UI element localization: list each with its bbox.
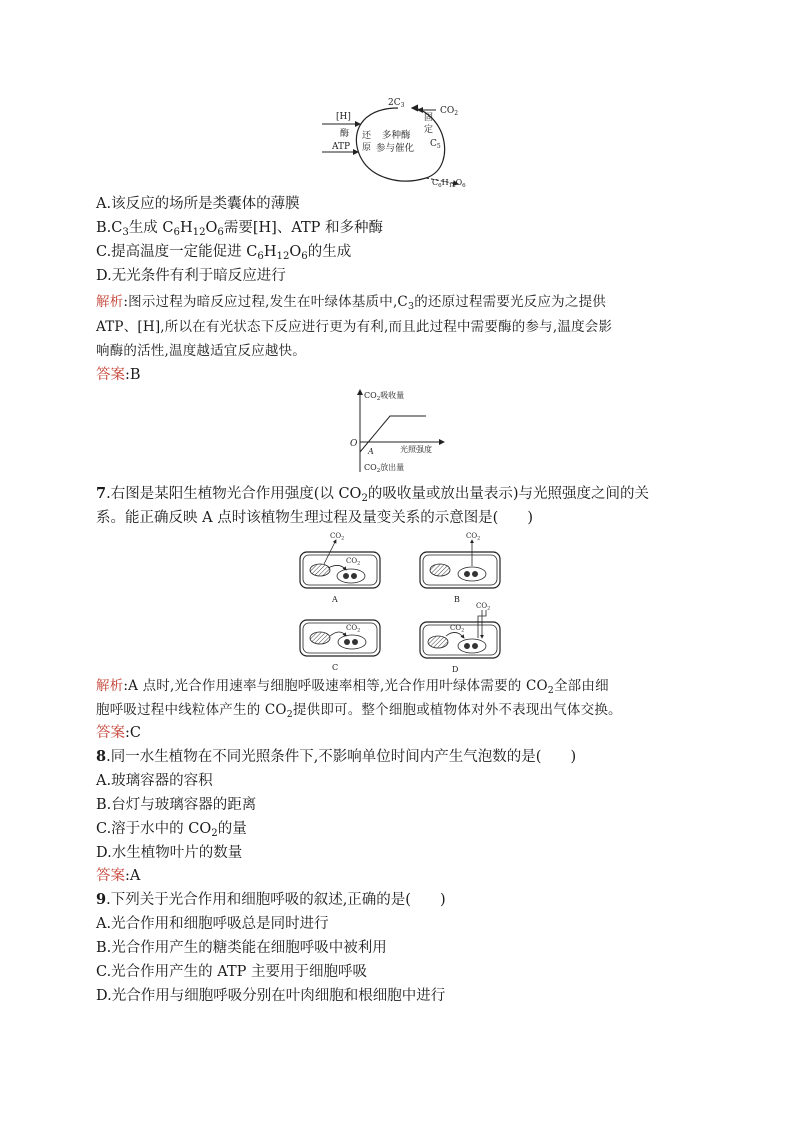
origin-label: O: [350, 439, 358, 449]
co2-label: $CO_2$: [440, 106, 459, 117]
co2-light-graph: [346, 386, 450, 476]
y-label: $CO_2$吸收量: [364, 391, 405, 402]
q8-option-d: D.水生植物叶片的数量: [96, 845, 243, 861]
cell-a-label: A: [332, 595, 338, 604]
q8-option-c: C.溶于水中的 $CO_2$的量: [96, 821, 247, 839]
q9-option-a: A.光合作用和细胞呼吸总是同时进行: [96, 916, 329, 932]
cell-a-diagram: [300, 532, 380, 604]
q9-stem: 9.下列关于光合作用和细胞呼吸的叙述,正确的是( ): [96, 891, 446, 908]
c5-label: $C_5$: [430, 139, 441, 150]
cell-c-diagram: [300, 620, 380, 672]
svg-text:CO2: $CO_2$: [330, 532, 345, 542]
svg-text:CO2: $CO_2$: [450, 624, 465, 634]
q7-explanation-line-1: 解析:A 点时,光合作用速率与细胞呼吸速率相等,光合作用叶绿体需要的 $CO_2$全部由细: [96, 678, 609, 696]
cell-c-label: C: [332, 663, 339, 672]
q9-option-d: D.光合作用与细胞呼吸分别在叶肉细胞和根细胞中进行: [96, 988, 446, 1004]
fix-label-1: 固: [424, 113, 434, 123]
q9-option-b: B.光合作用产生的糖类能在细胞呼吸中被利用: [96, 940, 387, 956]
h-label: [H]: [336, 112, 351, 122]
answer-label: 答案: [96, 868, 125, 884]
q7-stem-line-1: 7.右图是某阳生植物光合作用强度(以 $CO_2$的吸收量或放出量表示)与光照强度之间的关: [96, 485, 650, 504]
q6-explanation-line-2: ATP、[H],所以在有光状态下反应进行更为有利,而且此过程中需要酶的参与,温度会影: [96, 319, 613, 335]
center-label-1: 多种酶: [382, 130, 411, 141]
q6-explanation-line-3: 响酶的活性,温度越适宜反应越快。: [96, 343, 306, 359]
cell-d-diagram: [420, 602, 500, 674]
q6-option-d: D.无光条件有利于暗反应进行: [96, 268, 286, 284]
x-label: 光照强度: [400, 445, 432, 454]
cell-diagrams: [296, 530, 512, 676]
q8-option-b: B.台灯与玻璃容器的距离: [96, 797, 257, 813]
answer-label: 答案: [96, 725, 125, 741]
explanation-label: 解析: [96, 678, 124, 694]
negative-label: $CO_2$放出量: [364, 463, 405, 474]
q8-stem: 8.同一水生植物在不同光照条件下,不影响单位时间内产生气泡数的是( ): [96, 748, 577, 765]
center-label-2: 参与催化: [376, 143, 415, 154]
point-a-label: A: [368, 447, 374, 456]
c3-label: $2C_3$: [388, 98, 405, 109]
q8-option-a: A.玻璃容器的容积: [96, 773, 213, 789]
fix-label-2: 定: [424, 125, 434, 135]
cell-b-diagram: [420, 532, 500, 604]
svg-text:CO2: $CO_2$: [476, 602, 491, 612]
q7-stem-line-2: 系。能正确反映 A 点时该植物生理过程及量变关系的示意图是( ): [96, 510, 534, 526]
q6-option-b: $B.C_3$生成 $C_6H_{12}O_6$需要[H]、ATP 和多种酶: [96, 220, 384, 238]
atp-label: ATP: [332, 142, 351, 152]
q6-option-c: C.提高温度一定能促进 $C_6H_{12}O_6$的生成: [96, 244, 352, 262]
q7-answer: 答案:C: [96, 725, 141, 741]
glucose-label: $C_6H_{12}O_6$: [432, 178, 466, 189]
reduce-label-1: 还: [362, 131, 372, 141]
svg-text:CO2: $CO_2$: [346, 557, 361, 567]
cell-b-label: B: [454, 595, 460, 604]
q6-answer: 答案:B: [96, 367, 141, 383]
q8-answer: 答案:A: [96, 868, 141, 884]
q7-explanation-line-2: 胞呼吸过程中线粒体产生的 $CO_2$提供即可。整个细胞或植物体对外不表现出气体交换。: [96, 702, 622, 720]
cell-d-label: D: [452, 665, 459, 674]
explanation-label: 解析: [96, 294, 124, 310]
svg-text:CO2: $CO_2$: [346, 624, 361, 634]
q9-option-c: C.光合作用产生的 ATP 主要用于细胞呼吸: [96, 964, 368, 980]
enzyme-label: 酶: [340, 129, 350, 139]
calvin-cycle-diagram: [320, 94, 490, 192]
q6-option-a: A.该反应的场所是类囊体的薄膜: [96, 196, 300, 212]
q6-explanation-line-1: 解析:图示过程为暗反应过程,发生在叶绿体基质中$,C_3$的还原过程需要光反应为之提供: [96, 294, 606, 312]
answer-label: 答案: [96, 367, 125, 383]
svg-text:CO2: $CO_2$: [466, 532, 481, 542]
reduce-label-2: 原: [362, 143, 372, 153]
